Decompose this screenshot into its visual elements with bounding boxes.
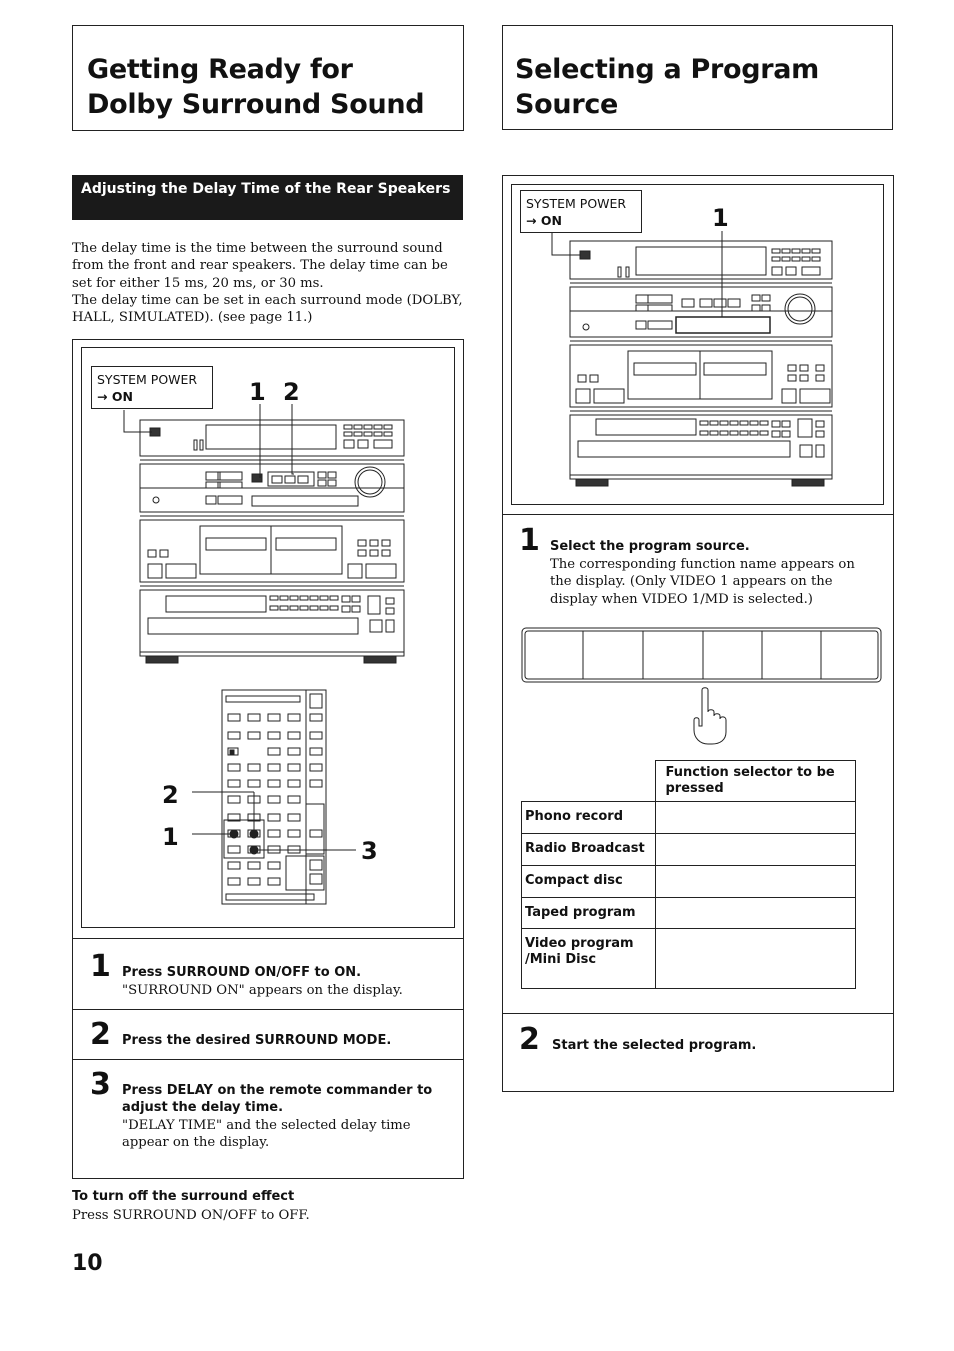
callout-1-top: 1 bbox=[249, 378, 266, 406]
left-step-3-text: "DELAY TIME" and the selected delay time appear on the display. bbox=[122, 1118, 411, 1151]
callout-2-remote: 2 bbox=[162, 781, 179, 809]
left-page-title: Getting Ready for Dolby Surround Sound bbox=[87, 54, 425, 120]
table-cell-empty bbox=[655, 834, 856, 866]
function-selector-table bbox=[521, 760, 856, 989]
left-step-1-label: Press SURROUND ON/OFF to ON. bbox=[122, 965, 362, 980]
table-cell-empty bbox=[655, 866, 856, 898]
table-cell-empty bbox=[655, 898, 856, 929]
right-power-label-line1: SYSTEM POWER bbox=[526, 196, 627, 211]
remote-commander-illustration bbox=[160, 688, 390, 908]
left-step-divider-1 bbox=[72, 938, 464, 939]
page-number: 10 bbox=[72, 1251, 103, 1276]
table-cell-empty bbox=[655, 802, 856, 834]
right-step-2-number: 2 bbox=[519, 1022, 540, 1057]
table-row: Compact disc bbox=[522, 866, 656, 898]
table-row: Radio Broadcast bbox=[522, 834, 656, 866]
right-page-title: Selecting a Program Source bbox=[515, 54, 820, 120]
right-step-2-label: Start the selected program. bbox=[552, 1038, 757, 1053]
intro-paragraph-2: The delay time can be set in each surround mode (DOLBY, HALL, SIMULATED). (see page 11.) bbox=[72, 293, 463, 326]
right-power-label-line2: → ON bbox=[526, 213, 562, 228]
section-heading: Adjusting the Delay Time of the Rear Speakers bbox=[81, 181, 451, 197]
left-step-1-number: 1 bbox=[90, 949, 111, 984]
pointing-hand-icon bbox=[690, 686, 736, 746]
surround-off-text: Press SURROUND ON/OFF to OFF. bbox=[72, 1208, 310, 1223]
right-callout-1: 1 bbox=[712, 204, 729, 232]
right-step-divider-2 bbox=[502, 1013, 894, 1014]
left-step-1-text: "SURROUND ON" appears on the display. bbox=[122, 983, 403, 998]
callout-1-remote: 1 bbox=[162, 823, 179, 851]
intro-paragraph-1: The delay time is the time between the surround sound from the front and rear speakers. The delay time can be set for either 15 ms, 20 ms, or 30 ms. bbox=[72, 241, 448, 291]
surround-off-heading: To turn off the surround effect bbox=[72, 1189, 295, 1204]
left-step-3-label: Press DELAY on the remote commander to adjust the delay time. bbox=[122, 1083, 433, 1115]
left-step-2-label: Press the desired SURROUND MODE. bbox=[122, 1033, 392, 1048]
left-step-3-number: 3 bbox=[90, 1067, 111, 1102]
table-row: Phono record bbox=[522, 802, 656, 834]
left-power-label-line1: SYSTEM POWER bbox=[97, 372, 198, 387]
function-selector-buttons bbox=[521, 627, 883, 685]
left-step-divider-3 bbox=[72, 1059, 464, 1060]
table-row: Taped program bbox=[522, 898, 656, 929]
left-step-divider-2 bbox=[72, 1009, 464, 1010]
callout-2-top: 2 bbox=[283, 378, 300, 406]
table-header: Function selector to be pressed bbox=[655, 761, 856, 802]
table-row: Video program /Mini Disc bbox=[522, 929, 656, 989]
right-power-label-box bbox=[520, 190, 642, 233]
right-step-1-label: Select the program source. bbox=[550, 539, 750, 554]
left-power-label-box bbox=[91, 366, 213, 409]
left-step-2-number: 2 bbox=[90, 1017, 111, 1052]
right-step-divider-1 bbox=[502, 514, 894, 515]
right-step-1-number: 1 bbox=[519, 523, 540, 558]
left-power-label-line2: → ON bbox=[97, 389, 133, 404]
table-cell-empty bbox=[655, 929, 856, 989]
right-step-1-text: The corresponding function name appears on the display. (Only VIDEO 1 appears on the display when VIDEO 1/MD is selected.) bbox=[550, 557, 855, 607]
table-corner-cell bbox=[522, 761, 656, 802]
callout-3-remote: 3 bbox=[361, 837, 378, 865]
